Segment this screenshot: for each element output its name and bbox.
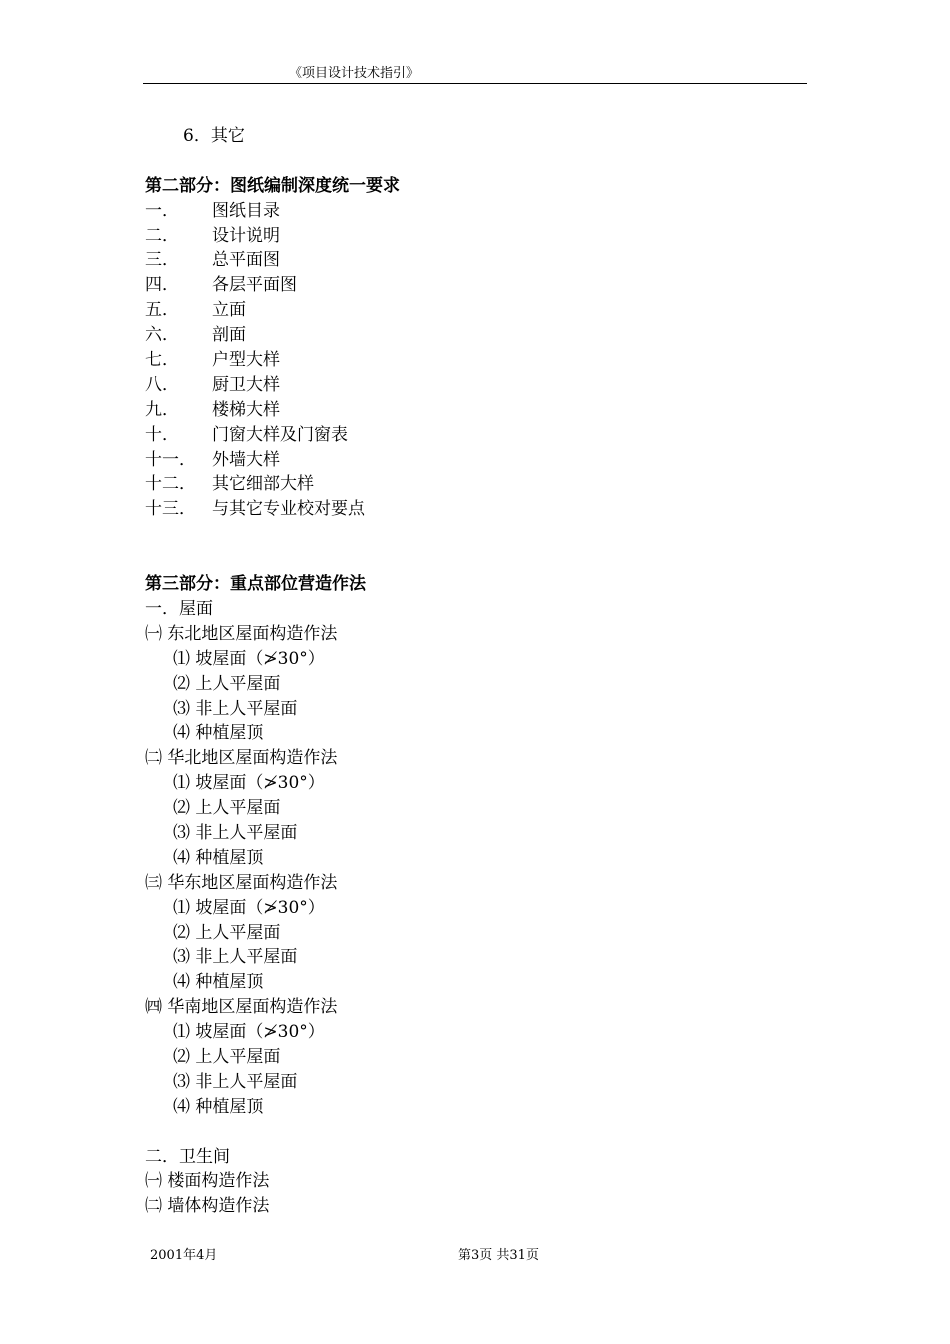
header-title: 《项目设计技术指引》 — [289, 66, 420, 81]
roof-item: ⑵ 上人平屋面 — [173, 673, 281, 694]
list-item-number: 五． — [145, 300, 179, 321]
list-item — [145, 472, 805, 497]
list-item — [145, 248, 805, 273]
part2-list — [145, 199, 805, 523]
roof-item: ⑷ 种植屋顶 — [173, 847, 264, 868]
list-item-text: 其它细部大样 — [212, 474, 314, 495]
list-item-number: 三． — [145, 250, 179, 271]
list-item-text: 立面 — [212, 300, 246, 321]
roof-item: ⑴ 坡屋面（≯30°） — [173, 773, 325, 794]
list-item-number: 二． — [145, 225, 179, 246]
list-item-number: 十三． — [145, 499, 196, 520]
list-item-text: 剖面 — [212, 325, 246, 346]
document-body — [145, 124, 805, 1219]
region-block-south — [145, 995, 805, 1119]
region-block-northeast — [145, 622, 805, 746]
roof-item: ⑵ 上人平屋面 — [173, 1046, 281, 1067]
region-block-east — [145, 871, 805, 995]
list-item — [145, 224, 805, 249]
list-item-number: 十． — [145, 424, 179, 445]
part3-title: 第三部分：重点部位营造作法 — [145, 574, 366, 595]
roof-item: ⑶ 非上人平屋面 — [173, 1071, 298, 1092]
roof-item: ⑷ 种植屋顶 — [173, 1096, 264, 1117]
roof-item: ⑶ 非上人平屋面 — [173, 822, 298, 843]
roof-item: ⑶ 非上人平屋面 — [173, 947, 298, 968]
roof-item: ⑷ 种植屋顶 — [173, 723, 264, 744]
roof-item: ⑵ 上人平屋面 — [173, 798, 281, 819]
list-item-text: 总平面图 — [212, 250, 280, 271]
bathroom-item: ㈡ 墙体构造作法 — [145, 1196, 270, 1217]
list-item-number: 八． — [145, 374, 179, 395]
list-item — [145, 448, 805, 473]
list-item — [145, 348, 805, 373]
roof-item: ⑷ 种植屋顶 — [173, 972, 264, 993]
list-item — [145, 273, 805, 298]
part2-title: 第二部分：图纸编制深度统一要求 — [145, 175, 400, 196]
region-title: ㈠ 东北地区屋面构造作法 — [145, 623, 338, 644]
list-item — [145, 199, 805, 224]
roof-item: ⑴ 坡屋面（≯30°） — [173, 1022, 325, 1043]
region-title: ㈣ 华南地区屋面构造作法 — [145, 997, 338, 1018]
bathroom-section-title: 二．卫生间 — [145, 1146, 230, 1167]
footer-page-number: 第3页 共31页 — [458, 1248, 539, 1263]
region-title: ㈢ 华东地区屋面构造作法 — [145, 872, 338, 893]
list-item — [145, 423, 805, 448]
footer-date: 2001年4月 — [150, 1248, 218, 1263]
roof-item: ⑴ 坡屋面（≯30°） — [173, 648, 325, 669]
list-item — [145, 298, 805, 323]
list-item-text: 门窗大样及门窗表 — [212, 424, 348, 445]
intro-item: 6．其它 — [183, 126, 245, 146]
list-item-text: 设计说明 — [212, 225, 280, 246]
roof-section-title: 一．屋面 — [145, 598, 213, 619]
roof-item: ⑵ 上人平屋面 — [173, 922, 281, 943]
page-header — [143, 65, 807, 84]
list-item-text: 楼梯大样 — [212, 399, 280, 420]
list-item-text: 外墙大样 — [212, 449, 280, 470]
list-item — [145, 373, 805, 398]
list-item-number: 十一． — [145, 449, 196, 470]
list-item — [145, 323, 805, 348]
bathroom-item: ㈠ 楼面构造作法 — [145, 1171, 270, 1192]
roof-item: ⑴ 坡屋面（≯30°） — [173, 897, 325, 918]
list-item-text: 厨卫大样 — [212, 374, 280, 395]
list-item-text: 图纸目录 — [212, 200, 280, 221]
roof-item: ⑶ 非上人平屋面 — [173, 698, 298, 719]
list-item-number: 九． — [145, 399, 179, 420]
list-item-number: 六． — [145, 325, 179, 346]
list-item-text: 户型大样 — [212, 350, 280, 371]
region-block-north — [145, 746, 805, 870]
list-item — [145, 398, 805, 423]
list-item-number: 一． — [145, 200, 179, 221]
list-item — [145, 497, 805, 522]
list-item-number: 七． — [145, 350, 179, 371]
region-title: ㈡ 华北地区屋面构造作法 — [145, 748, 338, 769]
list-item-text: 与其它专业校对要点 — [212, 499, 365, 520]
list-item-text: 各层平面图 — [212, 275, 297, 296]
list-item-number: 十二． — [145, 474, 196, 495]
list-item-number: 四． — [145, 275, 179, 296]
